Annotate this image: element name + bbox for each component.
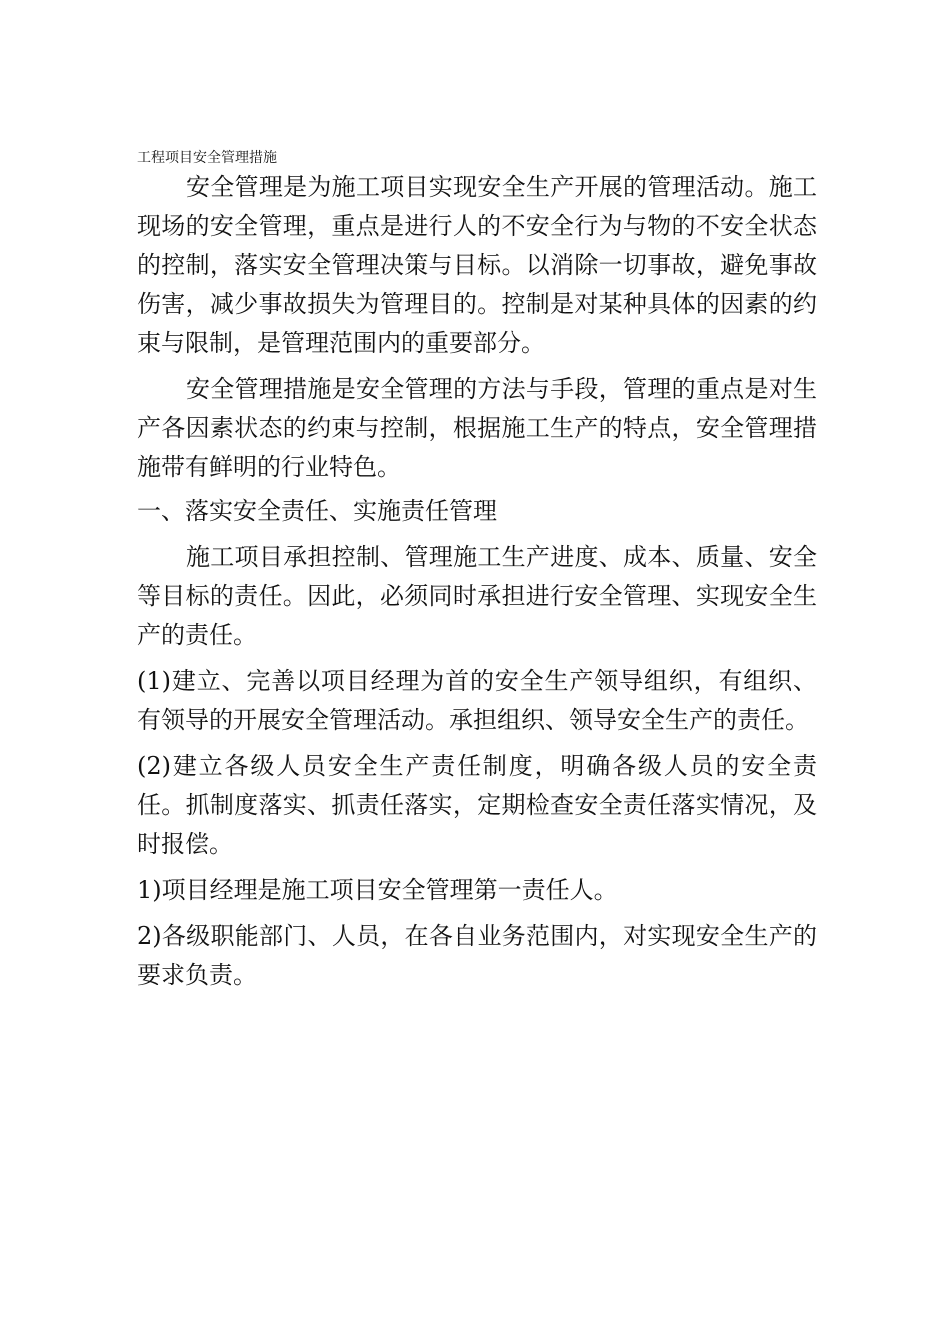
document-title: 工程项目安全管理措施: [137, 150, 277, 166]
document-body: [137, 168, 817, 995]
list-item-2-responsibility-system: (2)建立各级人员安全生产责任制度，明确各级人员的安全责任。抓制度落实、抓责任落实，定期检查安全责任落实情况，及时报偿。: [137, 752, 817, 858]
paragraph-safety-management-definition: 安全管理是为施工项目实现安全生产开展的管理活动。施工现场的安全管理，重点是进行人的不安全行为与物的不安全状态的控制，落实安全管理决策与目标。以消除一切事故，避免事故伤害，减少事故损失为管理目的。控制是对某种具体的因素的约束与限制，是管理范围内的重要部分。: [137, 173, 817, 357]
list-item-1-leadership-organization: (1)建立、完善以项目经理为首的安全生产领导组织，有组织、有领导的开展安全管理活动。承担组织、领导安全生产的责任。: [137, 667, 817, 734]
list-subitem-2-departments: 2)各级职能部门、人员，在各自业务范围内，对实现安全生产的要求负责。: [137, 922, 817, 989]
paragraph-project-responsibility: 施工项目承担控制、管理施工生产进度、成本、质量、安全等目标的责任。因此，必须同时承担进行安全管理、实现安全生产的责任。: [137, 543, 817, 649]
list-subitem-1-project-manager: 1)项目经理是施工项目安全管理第一责任人。: [137, 876, 618, 904]
paragraph-safety-measures: 安全管理措施是安全管理的方法与手段，管理的重点是对生产各因素状态的约束与控制，根据施工生产的特点，安全管理措施带有鲜明的行业特色。: [137, 375, 817, 481]
section-heading-responsibility: 一、落实安全责任、实施责任管理: [137, 497, 497, 525]
